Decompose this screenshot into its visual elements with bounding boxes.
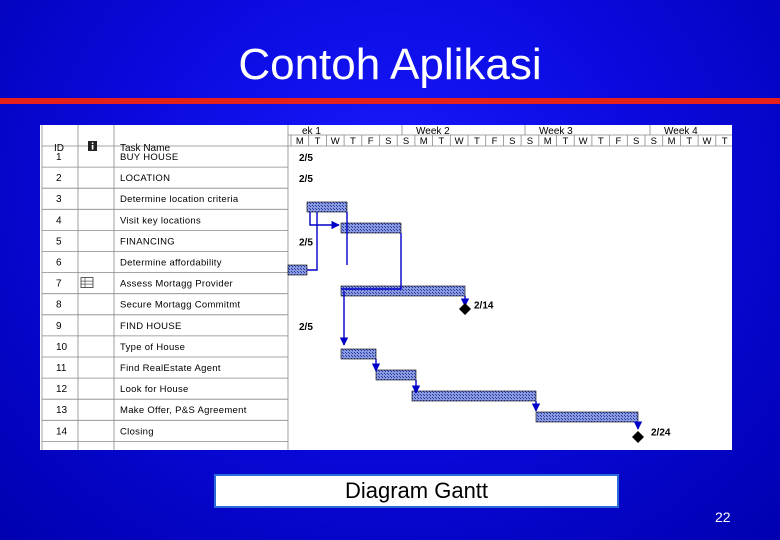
day-label: S: [526, 136, 534, 147]
day-label: S: [632, 136, 640, 147]
day-label: S: [385, 136, 392, 147]
day-label: W: [330, 136, 340, 147]
row-id: 5: [56, 236, 62, 248]
week-label: Week 2: [416, 126, 450, 137]
day-label: S: [509, 136, 516, 147]
day-label: S: [650, 136, 658, 147]
day-label: T: [473, 136, 480, 147]
day-label: T: [314, 136, 321, 147]
day-label: T: [721, 136, 728, 147]
day-label: T: [438, 136, 445, 147]
row-task-name: Secure Mortagg Commitmt: [120, 299, 241, 311]
bar-task-12: [412, 391, 536, 401]
timescale: [288, 125, 732, 147]
row-id: 7: [56, 278, 62, 290]
week-label: Week 3: [539, 126, 573, 137]
row-id: 2: [56, 173, 62, 185]
bar-task-11: [376, 370, 416, 380]
row-lines: [42, 146, 288, 441]
week-label: ek 1: [302, 126, 321, 137]
row-id: 6: [56, 257, 62, 269]
row-id: 1: [56, 152, 62, 163]
row-task-name: Determine affordability: [120, 257, 222, 269]
row-id: 12: [56, 384, 68, 396]
day-label: F: [491, 136, 498, 147]
row-task-name: Visit key locations: [120, 215, 202, 227]
day-label: S: [402, 136, 410, 147]
date-label: 2/5: [299, 237, 313, 249]
header-id: ID: [54, 143, 64, 154]
day-label: F: [615, 136, 622, 147]
day-label: T: [350, 136, 356, 147]
day-label: W: [578, 136, 588, 147]
day-label: W: [702, 136, 712, 147]
bar-task-10: [341, 349, 376, 359]
row-task-name: Look for House: [120, 384, 189, 396]
row-task-name: Closing: [120, 426, 154, 438]
bar-task-3: [307, 202, 347, 212]
row-id: 4: [56, 215, 62, 227]
day-label: F: [367, 136, 374, 147]
row-task-name: Find RealEstate Agent: [120, 363, 221, 374]
day-label: M: [667, 136, 676, 147]
row-task-name: Make Offer, P&S Agreement: [120, 405, 247, 417]
day-label: T: [562, 136, 569, 147]
row-task-name: Type of House: [120, 341, 186, 353]
row-id: 10: [56, 341, 68, 353]
row-task-name: FINANCING: [120, 236, 175, 248]
header-task-name: Task Name: [120, 143, 171, 154]
row-id: 8: [56, 299, 62, 311]
row-id: 11: [56, 363, 67, 374]
day-label: T: [686, 136, 693, 147]
bar-task-4: [341, 223, 401, 233]
day-label: T: [597, 136, 604, 147]
day-label: M: [543, 136, 552, 147]
date-label: 2/5: [299, 321, 313, 333]
row-id: 14: [56, 426, 68, 438]
date-label: 2/5: [299, 153, 313, 164]
day-label: W: [454, 136, 464, 147]
gantt-chart: [40, 125, 732, 450]
row-id: 13: [56, 405, 68, 417]
bar-task-7: [341, 286, 465, 296]
slide-title: Contoh Aplikasi: [238, 40, 542, 89]
page-number: 22: [715, 509, 731, 525]
bar-task-13: [536, 412, 638, 422]
info-icon: [88, 141, 97, 151]
task-rows: [56, 152, 247, 437]
row-task-name: FIND HOUSE: [120, 320, 182, 332]
table-icon: [81, 278, 93, 288]
title-rule: [0, 98, 780, 104]
row-task-name: Determine location criteria: [120, 194, 239, 206]
row-id: 9: [56, 320, 62, 332]
row-task-name: LOCATION: [120, 173, 171, 185]
milestone-task-8: [459, 303, 471, 315]
date-label: 2/24: [651, 427, 671, 439]
gantt-svg: [40, 125, 732, 450]
milestone-task-14: [632, 431, 644, 443]
row-id: 3: [56, 194, 62, 206]
row-task-name: BUY HOUSE: [120, 152, 179, 163]
day-label: M: [295, 136, 304, 147]
day-label: M: [419, 136, 428, 147]
week-label: Week 4: [664, 126, 698, 137]
date-label: 2/14: [474, 300, 494, 312]
caption-box: Diagram Gantt: [214, 474, 619, 508]
bar-task-6: [288, 265, 307, 275]
row-task-name: Assess Mortagg Provider: [120, 278, 234, 290]
date-label: 2/5: [299, 174, 313, 186]
